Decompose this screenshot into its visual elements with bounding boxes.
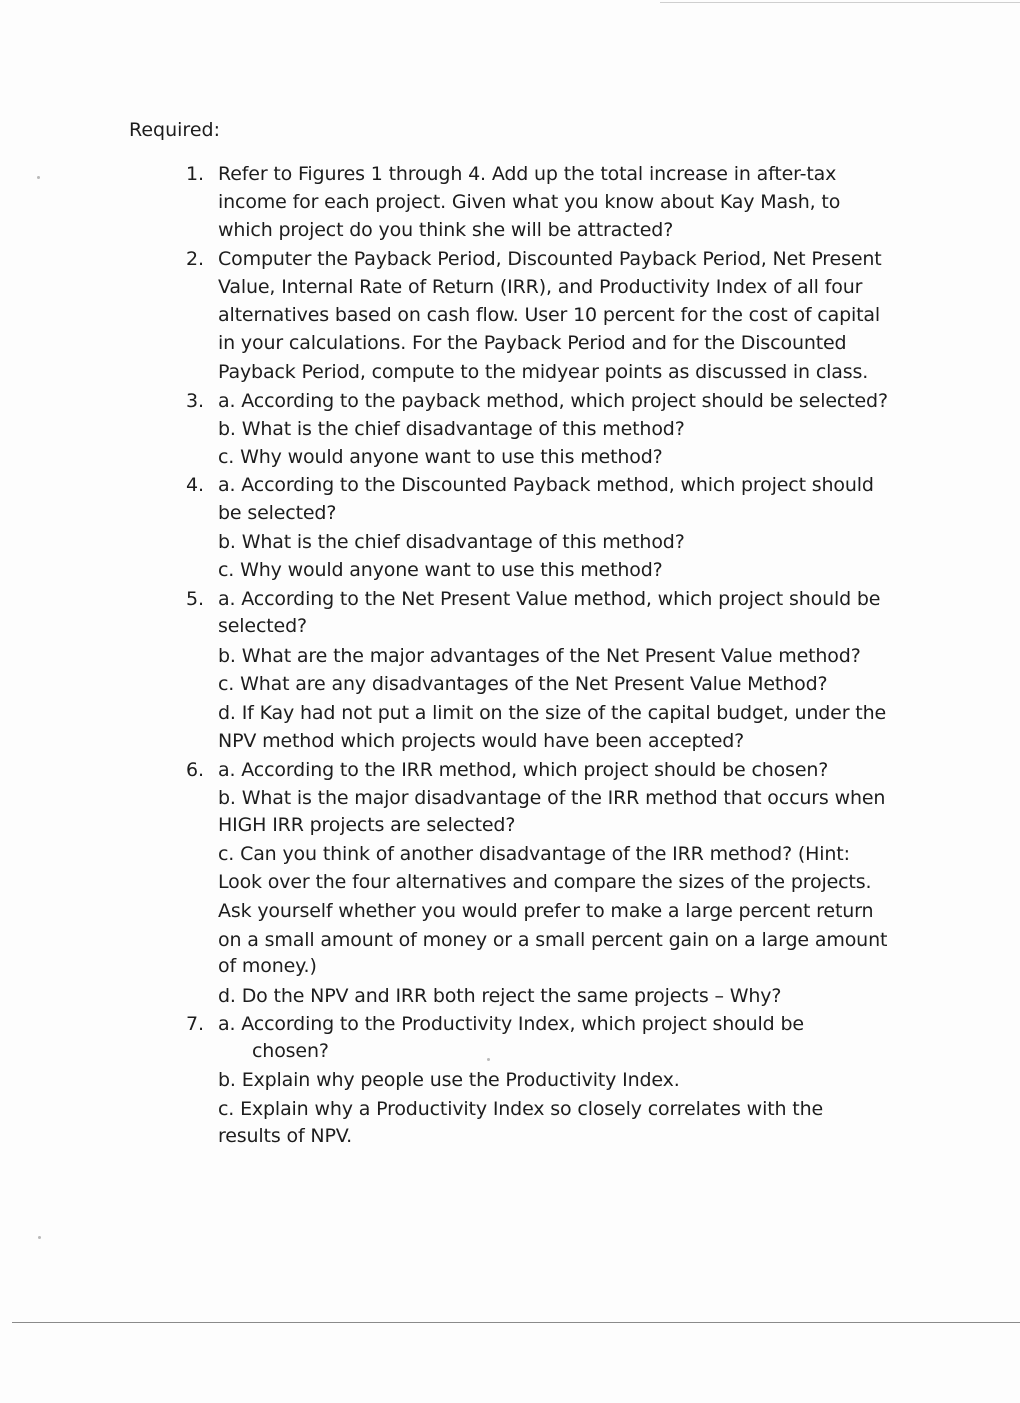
- item-text-line: income for each project. Given what you know about Kay Mash, to: [218, 191, 841, 213]
- item-text-line: Refer to Figures 1 through 4. Add up the total increase in after-tax: [218, 163, 837, 185]
- item-text-line: b. Explain why people use the Productivity Index.: [218, 1069, 680, 1091]
- scan-speck: [38, 1236, 41, 1239]
- item-text-line: Value, Internal Rate of Return (IRR), and Productivity Index of all four: [218, 276, 863, 298]
- item-number: 6.: [186, 759, 204, 781]
- item-number: 2.: [186, 248, 204, 270]
- item-text-line: c. Can you think of another disadvantage of the IRR method? (Hint:: [218, 843, 850, 865]
- item-text-line: a. According to the Productivity Index, which project should be: [218, 1013, 804, 1035]
- item-text-line: on a small amount of money or a small percent gain on a large amount: [218, 929, 888, 951]
- item-text-line: Ask yourself whether you would prefer to make a large percent return: [218, 900, 874, 922]
- item-text-line: which project do you think she will be attracted?: [218, 219, 674, 241]
- item-text-line: c. Explain why a Productivity Index so closely correlates with the: [218, 1098, 824, 1120]
- item-text-line: b. What are the major advantages of the Net Present Value method?: [218, 645, 861, 667]
- item-text-line: a. According to the Discounted Payback method, which project should: [218, 474, 874, 496]
- scan-speck: [487, 1058, 490, 1061]
- item-text-line: HIGH IRR projects are selected?: [218, 814, 516, 836]
- item-text-line: c. What are any disadvantages of the Net Present Value Method?: [218, 673, 828, 695]
- item-text-line: be selected?: [218, 502, 337, 524]
- item-text-line: NPV method which projects would have been accepted?: [218, 730, 745, 752]
- item-text-line: in your calculations. For the Payback Period and for the Discounted: [218, 332, 847, 354]
- item-text-line: selected?: [218, 615, 307, 637]
- top-edge-line: [660, 2, 1020, 3]
- item-number: 1.: [186, 163, 204, 185]
- item-text-line: alternatives based on cash flow. User 10 percent for the cost of capital: [218, 304, 881, 326]
- item-text-line: Look over the four alternatives and compare the sizes of the projects.: [218, 871, 872, 893]
- item-text-line: Payback Period, compute to the midyear points as discussed in class.: [218, 361, 869, 383]
- item-number: 4.: [186, 474, 204, 496]
- item-text-line: b. What is the chief disadvantage of this method?: [218, 531, 685, 553]
- item-text-line: results of NPV.: [218, 1125, 353, 1147]
- item-number: 5.: [186, 588, 204, 610]
- item-text-line: d. Do the NPV and IRR both reject the same projects – Why?: [218, 985, 782, 1007]
- item-text-line: a. According to the Net Present Value method, which project should be: [218, 588, 881, 610]
- item-text-line: a. According to the IRR method, which project should be chosen?: [218, 759, 829, 781]
- item-text-line: a. According to the payback method, which project should be selected?: [218, 390, 888, 412]
- item-text-line: b. What is the major disadvantage of the IRR method that occurs when: [218, 787, 886, 809]
- item-text-line: Computer the Payback Period, Discounted Payback Period, Net Present: [218, 248, 882, 270]
- item-text-line: of money.): [218, 955, 317, 977]
- item-text-line: c. Why would anyone want to use this method?: [218, 446, 663, 468]
- required-heading: Required:: [129, 119, 220, 141]
- scan-speck: [37, 176, 40, 179]
- item-text-line: chosen?: [252, 1040, 329, 1062]
- bottom-edge-line: [12, 1322, 1020, 1323]
- item-text-line: c. Why would anyone want to use this method?: [218, 559, 663, 581]
- item-number: 7.: [186, 1013, 204, 1035]
- item-text-line: d. If Kay had not put a limit on the size of the capital budget, under the: [218, 702, 887, 724]
- item-text-line: b. What is the chief disadvantage of this method?: [218, 418, 685, 440]
- item-number: 3.: [186, 390, 204, 412]
